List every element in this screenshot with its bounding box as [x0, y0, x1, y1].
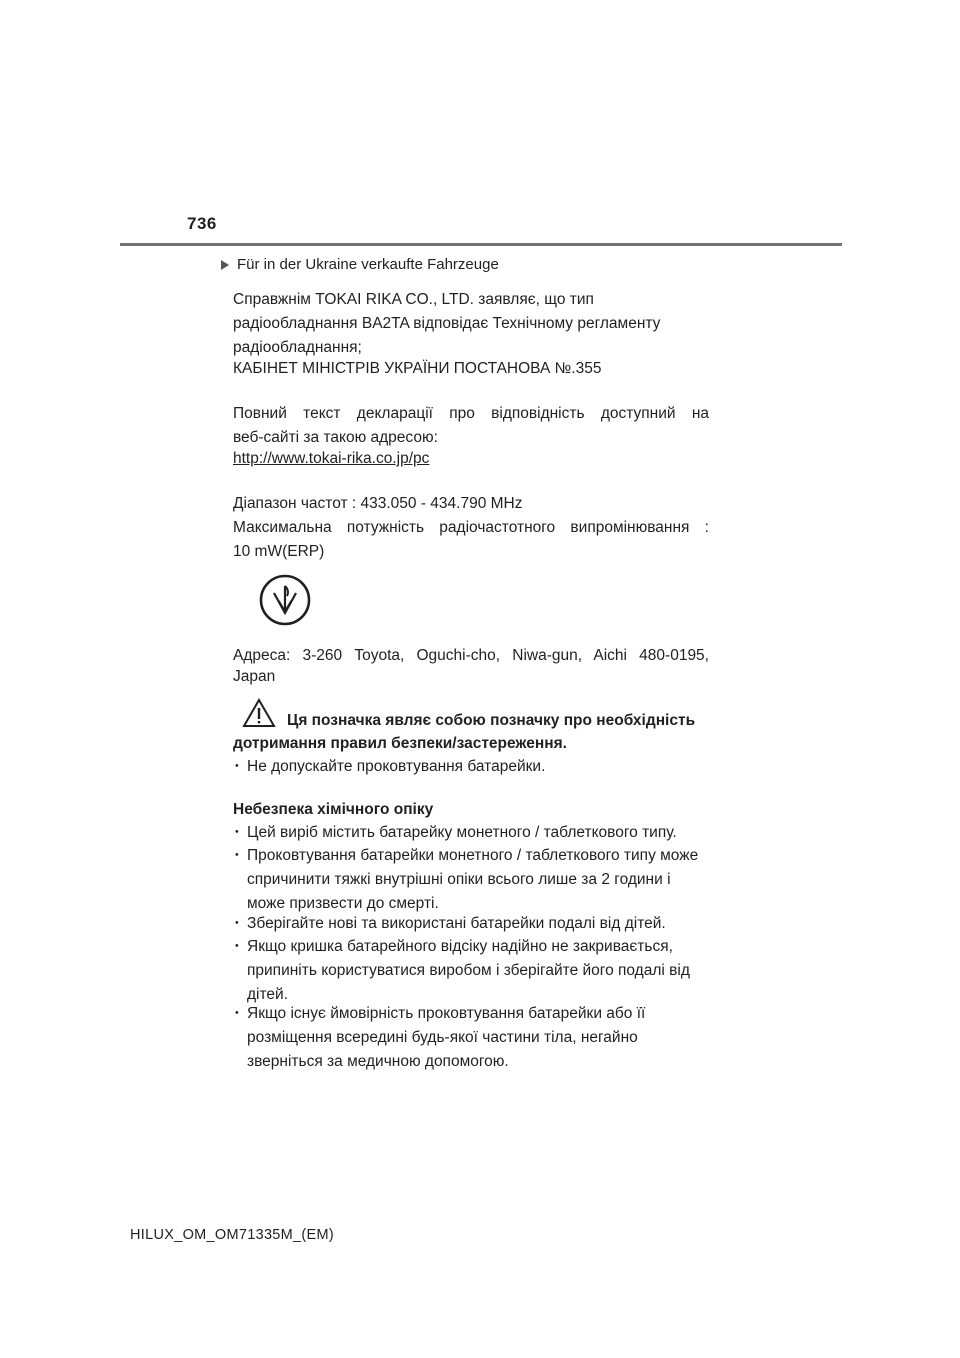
address-line-2: Japan — [233, 668, 276, 685]
full-text-line-2: веб-сайті за такою адресою: — [233, 429, 438, 446]
bullet-dot: ･ — [233, 915, 241, 932]
page-number: 736 — [187, 214, 217, 233]
bullet-dot: ･ — [233, 1005, 241, 1022]
full-text-line-1: Повний текст декларації про відповідність доступний на — [233, 405, 709, 422]
bullet-text-cont: може призвести до смерті. — [247, 895, 439, 912]
bullet-item-1 — [233, 821, 723, 845]
declaration-line-3: радіообладнання; — [233, 339, 362, 356]
bullet-text-cont: розміщення всередині будь-якої частини тіла, негайно — [247, 1029, 638, 1046]
ukraine-conformity-mark-icon — [258, 573, 312, 627]
bullet-text: Цей виріб містить батарейку монетного / таблеткового типу. — [247, 824, 677, 841]
declaration-line-1: Справжнім TOKAI RIKA CO., LTD. заявляє, що тип — [233, 291, 594, 308]
bullet-dot: ･ — [233, 847, 241, 864]
address-line-1: Адреса: 3-260 Toyota, Oguchi-cho, Niwa-gun, Aichi 480-0195, — [233, 647, 709, 664]
chemical-burn-title: Небезпека хімічного опіку — [233, 801, 434, 818]
bullet-dot: ･ — [233, 824, 241, 841]
bullet-text-cont: зверніться за медичною допомогою. — [247, 1053, 509, 1070]
frequency-range: Діапазон частот : 433.050 - 434.790 MHz — [233, 495, 523, 512]
bullet-text: Якщо існує ймовірність проковтування батарейки або її — [247, 1005, 646, 1022]
bullet-text-cont: спричинити тяжкі внутрішні опіки всього лише за 2 години і — [247, 871, 671, 888]
declaration-line-4: КАБІНЕТ МІНІСТРІВ УКРАЇНИ ПОСТАНОВА №.355 — [233, 360, 602, 377]
bullet-dot: ･ — [233, 758, 241, 775]
bullet-item-5 — [233, 1002, 723, 1074]
footer-document-code: HILUX_OM_OM71335M_(EM) — [130, 1227, 335, 1243]
bullet-item-4 — [233, 935, 723, 1007]
max-power-line-2: 10 mW(ERP) — [233, 543, 325, 560]
bullet-text: Зберігайте нові та використані батарейки подалі від дітей. — [247, 915, 666, 932]
section-heading — [221, 256, 499, 273]
warning-text-line-2: дотримання правил безпеки/застереження. — [233, 735, 567, 752]
bullet-text-cont: припиніть користуватися виробом і зберігайте його подалі від — [247, 962, 690, 979]
warning-triangle-icon — [242, 698, 276, 728]
bullet-text-cont: дітей. — [247, 986, 288, 1003]
bullet-text: Якщо кришка батарейного відсіку надійно не закривається, — [247, 938, 673, 955]
bullet-text: Проковтування батарейки монетного / таблеткового типу може — [247, 847, 699, 864]
bullet-item-2 — [233, 844, 723, 916]
declaration-line-2: радіообладнання BA2TA відповідає Технічному регламенту — [233, 315, 661, 332]
warning-text-line-1: Ця позначка являє собою позначку про необхідність — [287, 712, 696, 729]
no-swallow-item — [233, 755, 723, 779]
max-power-line-1: Максимальна потужність радіочастотного випромінювання : — [233, 519, 709, 536]
section-heading-text: Für in der Ukraine verkaufte Fahrzeuge — [237, 256, 499, 273]
triangle-marker-icon — [221, 260, 229, 270]
header-rule — [120, 243, 842, 246]
bullet-dot: ･ — [233, 938, 241, 955]
bullet-item-3 — [233, 912, 723, 936]
no-swallow-text: Не допускайте проковтування батарейки. — [247, 758, 546, 775]
declaration-url-link[interactable]: http://www.tokai-rika.co.jp/pc — [233, 450, 430, 467]
